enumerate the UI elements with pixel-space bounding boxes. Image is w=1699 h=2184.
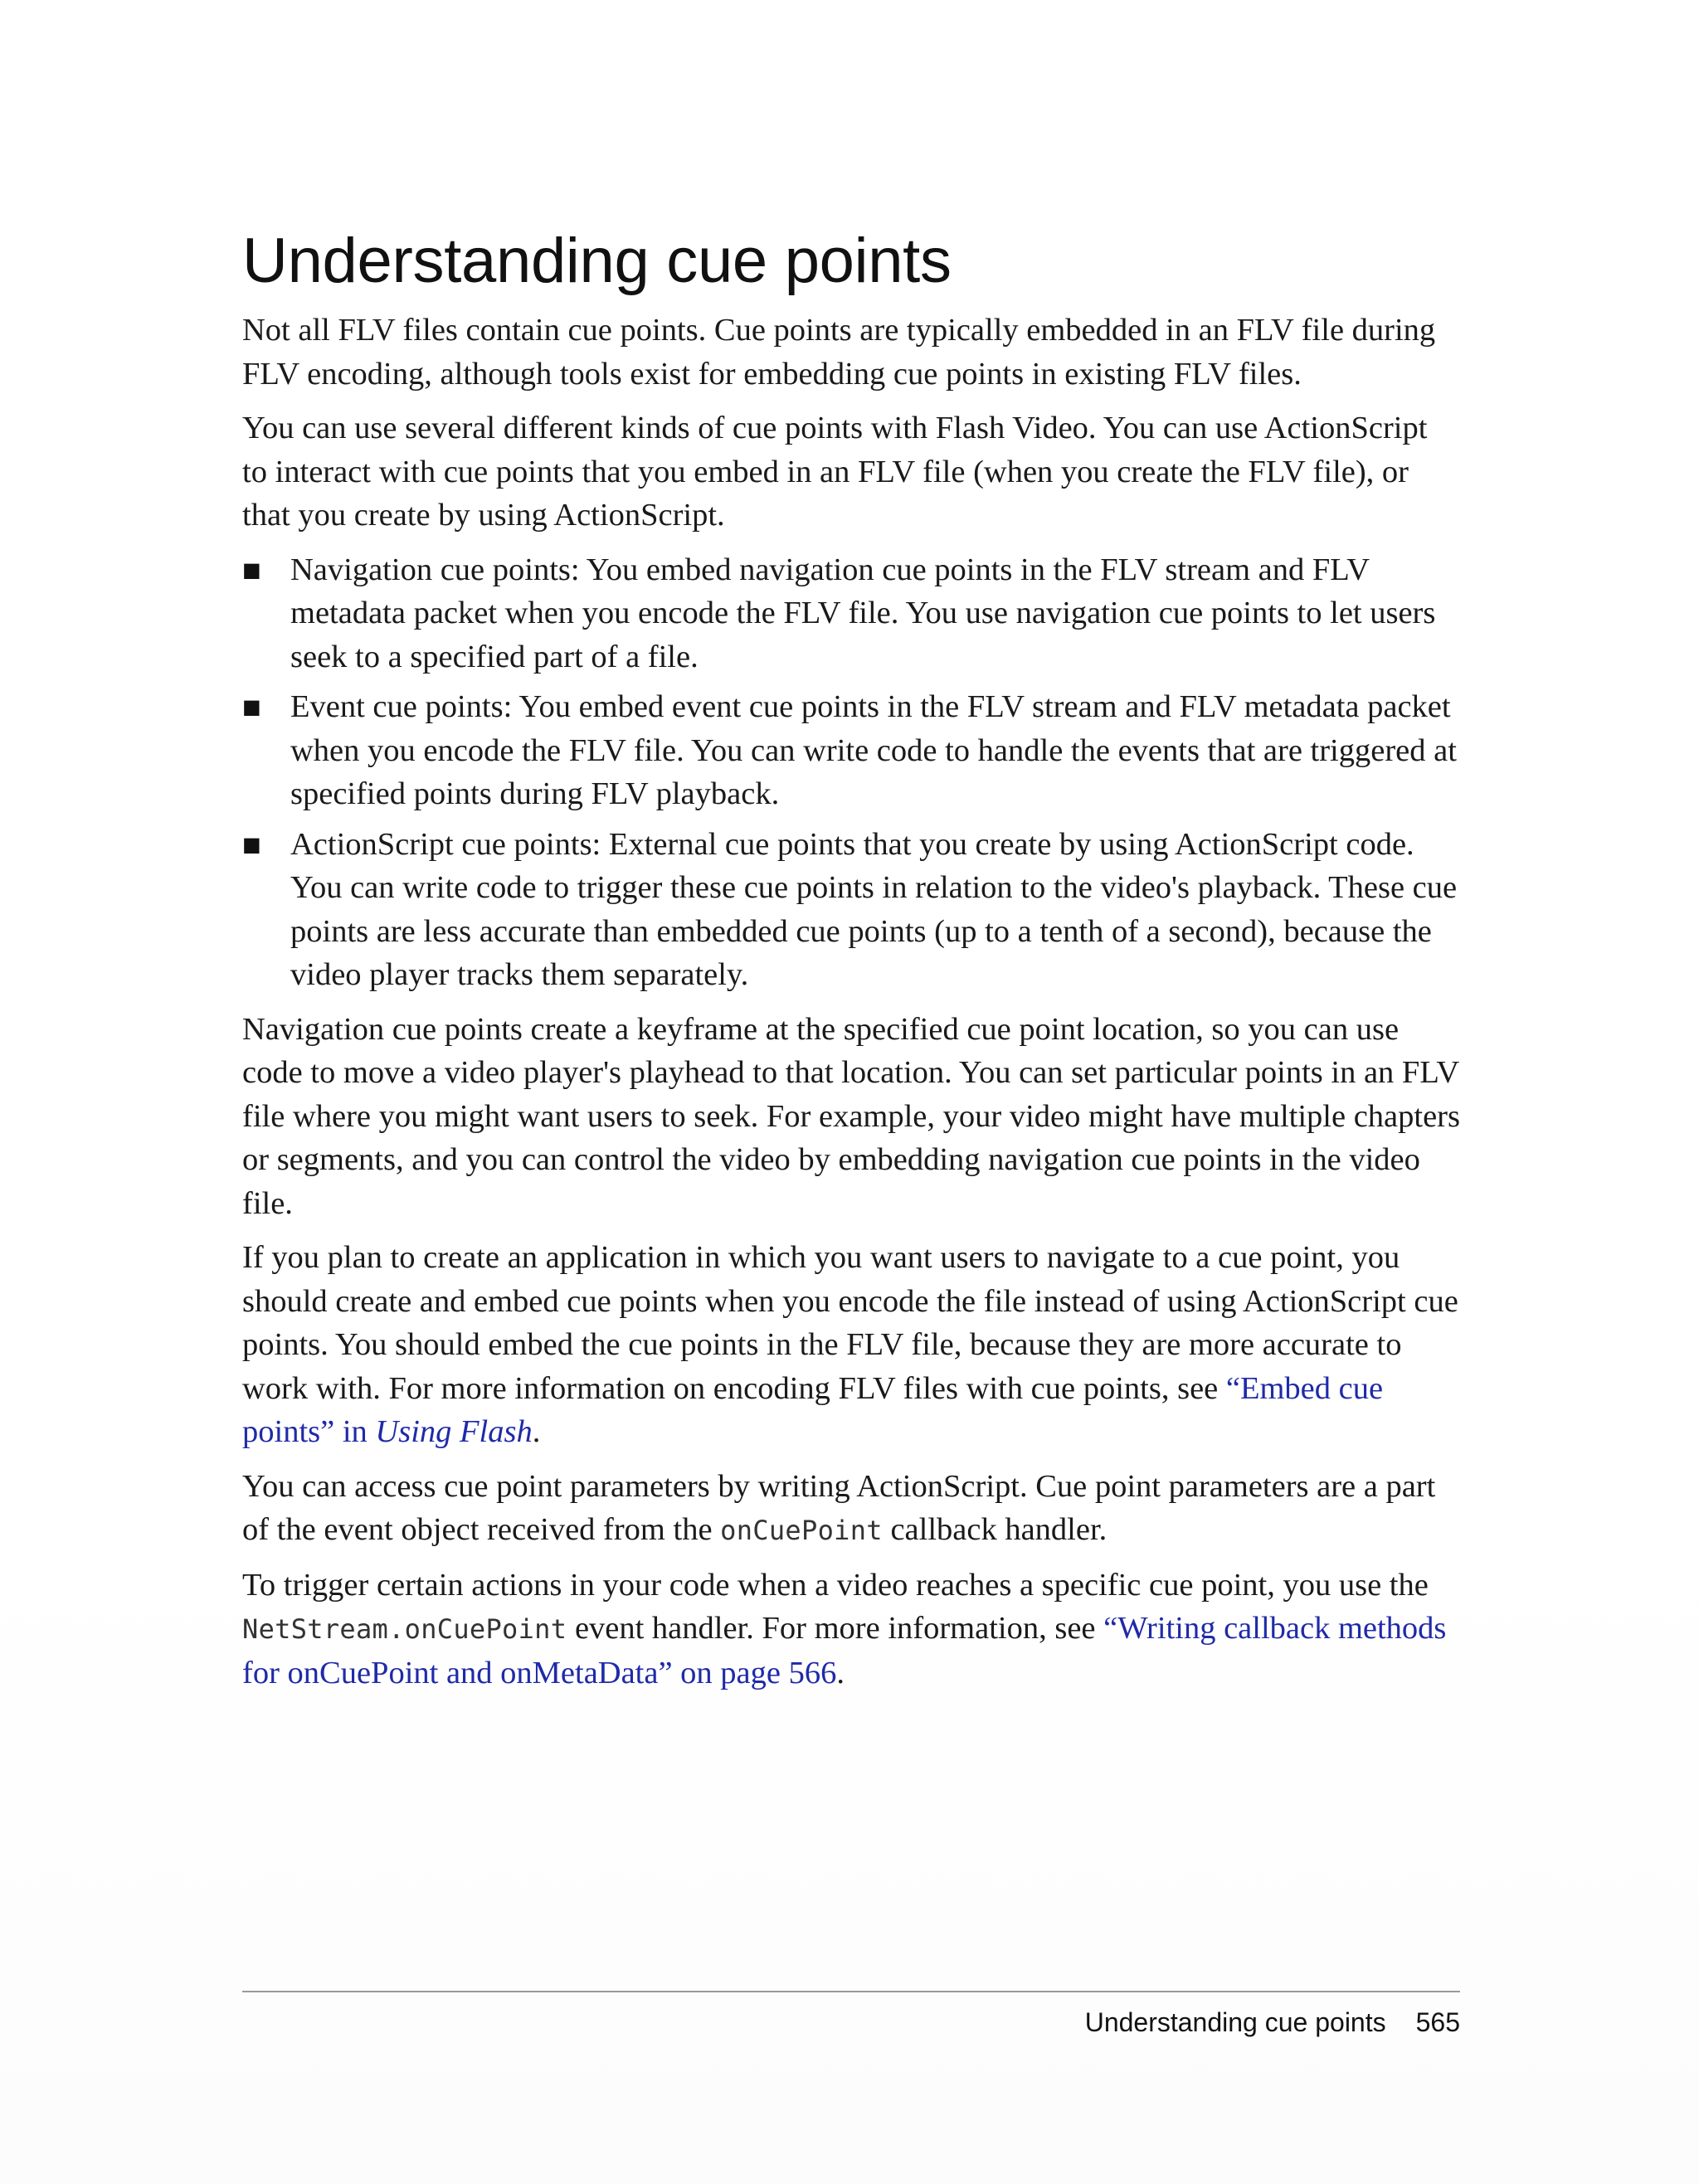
footer-divider <box>242 1991 1460 1992</box>
list-item <box>242 548 1460 679</box>
plan-end: . <box>532 1414 541 1449</box>
callback-methods-link[interactable]: “Writing callback methods for onCuePoint and onMetaData” on page 566 <box>242 1611 1447 1690</box>
list-item <box>242 823 1460 997</box>
access-text-after: callback handler. <box>882 1512 1108 1547</box>
embed-cue-points-link-text: “Embed cue points” in <box>242 1370 1384 1449</box>
access-paragraph <box>242 1465 1460 1553</box>
trigger-text-middle: event handler. For more information, see <box>567 1611 1104 1646</box>
page-content <box>242 224 1460 1705</box>
list-item-text: Navigation cue points: You embed navigation cue points in the FLV stream and FLV metadata packet when you encode the FLV file. You use navigation cue points to let users seek to a specified part of a file. <box>290 552 1436 674</box>
oncuepoint-code: onCuePoint <box>720 1515 883 1546</box>
plan-text: If you plan to create an application in which you want users to navigate to a cue point, you should create and embed cue points when you encode the file instead of using ActionScript cue points. You should embed the cue points in the FLV file, because they are more accurate to work with. For more information on encoding FLV files with cue points, see <box>242 1240 1458 1406</box>
kinds-paragraph: You can use several different kinds of cue points with Flash Video. You can use ActionScript to interact with cue points that you embed in an FLV file (when you create the FLV file), or that you create by using ActionScript. <box>242 411 1428 533</box>
access-text-before: You can access cue point parameters by writing ActionScript. Cue point parameters are a part of the event object received from the <box>242 1468 1436 1547</box>
intro-paragraph: Not all FLV files contain cue points. Cue points are typically embedded in an FLV file during FLV encoding, although tools exist for embedding cue points in existing FLV files. <box>242 313 1436 392</box>
page-number: 565 <box>1415 2007 1460 2037</box>
list-item <box>242 685 1460 816</box>
using-flash-title: Using Flash <box>375 1414 533 1449</box>
cue-point-types-list <box>242 548 1460 997</box>
trigger-paragraph <box>242 1564 1460 1695</box>
square-bullet-icon: ■ <box>242 832 261 856</box>
plan-paragraph <box>242 1236 1460 1454</box>
netstream-oncuepoint-code: NetStream.onCuePoint <box>242 1613 567 1645</box>
footer-section-title: Understanding cue points <box>1084 2007 1386 2037</box>
trigger-end: . <box>836 1655 845 1690</box>
navigation-paragraph: Navigation cue points create a keyframe at the specified cue point location, so you can use code to move a video player's playhead to that location. You can set particular points in an FLV file where you might want users to seek. For example, your video might have multiple chapters or segments, and you can control the video by embedding navigation cue points in the video file. <box>242 1011 1460 1221</box>
square-bullet-icon: ■ <box>242 557 261 581</box>
square-bullet-icon: ■ <box>242 695 261 718</box>
list-item-text: Event cue points: You embed event cue points in the FLV stream and FLV metadata packet when you encode the FLV file. You can write code to handle the events that are triggered at specified points during FLV playback. <box>290 689 1457 811</box>
page-title: Understanding cue points <box>242 226 952 296</box>
list-item-text: ActionScript cue points: External cue points that you create by using ActionScript code. You can write code to trigger these cue points in relation to the video's playback. These cue points are less accurate than embedded cue points (up to a tenth of a second), because the video player tracks them separately. <box>290 826 1458 992</box>
page-footer <box>242 2006 1460 2039</box>
trigger-text-before: To trigger certain actions in your code when a video reaches a specific cue point, you use the <box>242 1567 1429 1603</box>
